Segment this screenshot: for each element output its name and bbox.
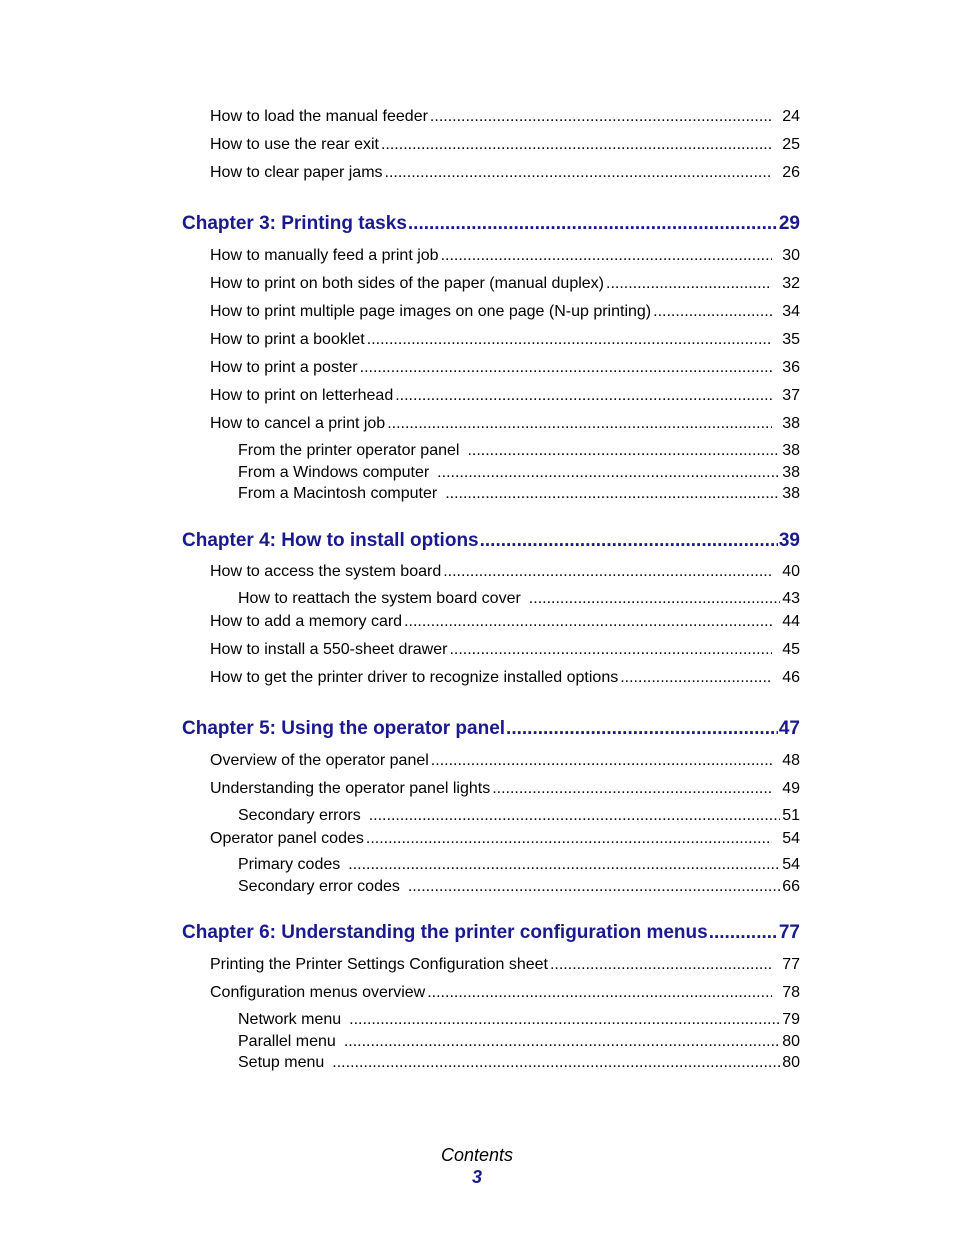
toc-entry-title: How to add a memory card (210, 613, 403, 630)
dot-leader (332, 1052, 780, 1074)
toc-subentry-title: Parallel menu (238, 1033, 336, 1050)
dot-leader (606, 273, 772, 295)
dot-leader (367, 329, 772, 351)
dot-leader (408, 876, 780, 898)
toc-subentry-title: Secondary errors (238, 807, 361, 824)
toc-subentry-page: 38 (782, 442, 800, 459)
chapter-title: Chapter 6: Understanding the printer configuration menus (182, 922, 708, 943)
toc-entry[interactable] (210, 106, 800, 128)
toc-subentry-title: From a Windows computer (238, 464, 430, 481)
toc-entry[interactable] (210, 245, 800, 267)
toc-entry-page: 48 (782, 752, 800, 769)
toc-entry-title: How to clear paper jams (210, 164, 383, 181)
toc-entry-title: How to use the rear exit (210, 136, 379, 153)
toc-subentry-title: Secondary error codes (238, 878, 400, 895)
dot-leader (408, 211, 778, 237)
dot-leader (445, 483, 780, 505)
toc-entry-page: 77 (782, 956, 800, 973)
toc-entry-title: How to manually feed a print job (210, 247, 439, 264)
toc-subentry[interactable] (238, 876, 800, 898)
toc-subentry[interactable] (238, 1009, 800, 1031)
toc-entry-title: How to cancel a print job (210, 415, 386, 432)
toc-subentry-page: 43 (782, 590, 800, 607)
toc-entry-title: How to get the printer driver to recognize installed options (210, 669, 619, 686)
toc-subentry[interactable] (238, 440, 800, 462)
toc-entry[interactable] (210, 162, 800, 184)
toc-entry-page: 26 (782, 164, 800, 181)
dot-leader (385, 162, 772, 184)
toc-entry-title: How to print on both sides of the paper (manual duplex) (210, 275, 605, 292)
dot-leader (369, 805, 780, 827)
toc-entry-page: 37 (782, 387, 800, 404)
toc-subentry-page: 54 (782, 856, 800, 873)
toc-entry[interactable] (210, 750, 800, 772)
toc-entry-page: 25 (782, 136, 800, 153)
toc-subentry-page: 66 (782, 878, 800, 895)
toc-entry[interactable] (210, 413, 800, 435)
toc-entry-title: How to print a booklet (210, 331, 365, 348)
toc-entry-page: 40 (782, 563, 800, 580)
toc-entry-page: 36 (782, 359, 800, 376)
toc-entry[interactable] (210, 357, 800, 379)
dot-leader (620, 667, 772, 689)
toc-entry-title: How to print on letterhead (210, 387, 394, 404)
dot-leader (653, 301, 772, 323)
chapter-heading-4[interactable] (182, 528, 800, 554)
toc-entry[interactable] (210, 667, 800, 689)
toc-subentry-title: Network menu (238, 1011, 342, 1028)
toc-entry[interactable] (210, 778, 800, 800)
chapter-page: 29 (778, 213, 800, 234)
footer-page-number: 3 (471, 1167, 482, 1187)
dot-leader (344, 1031, 780, 1053)
toc-subentry-title: From the printer operator panel (238, 442, 460, 459)
toc-entry[interactable] (210, 385, 800, 407)
toc-subentry-page: 51 (782, 807, 800, 824)
toc-subentry-page: 80 (782, 1054, 800, 1071)
toc-entry-title: How to print multiple page images on one page (N-up printing) (210, 303, 652, 320)
toc-entry-title: Overview of the operator panel (210, 752, 429, 769)
toc-subentry[interactable] (238, 483, 800, 505)
chapter-page: 39 (778, 530, 800, 551)
toc-entry[interactable] (210, 982, 800, 1004)
chapter-page: 47 (778, 718, 800, 739)
toc-subentry-title: From a Macintosh computer (238, 485, 438, 502)
dot-leader (431, 750, 772, 772)
toc-entry[interactable] (210, 301, 800, 323)
toc-subentry[interactable] (238, 462, 800, 484)
dot-leader (441, 245, 772, 267)
toc-entry[interactable] (210, 273, 800, 295)
toc-entry-page: 46 (782, 669, 800, 686)
dot-leader (480, 528, 778, 554)
toc-entry[interactable] (210, 329, 800, 351)
dot-leader (529, 588, 780, 610)
toc-entry[interactable] (210, 954, 800, 976)
toc-entry-page: 34 (782, 303, 800, 320)
toc-subentry[interactable] (238, 1031, 800, 1053)
footer-label: Contents (440, 1145, 514, 1165)
dot-leader (443, 561, 772, 583)
toc-entry-title: Operator panel codes (210, 830, 364, 847)
toc-subentry-title: Primary codes (238, 856, 341, 873)
toc-subentry-page: 38 (782, 464, 800, 481)
toc-subentry-page: 38 (782, 485, 800, 502)
toc-entry-page: 45 (782, 641, 800, 658)
toc-entry-title: Printing the Printer Settings Configuration sheet (210, 956, 548, 973)
chapter-title: Chapter 5: Using the operator panel (182, 718, 506, 739)
dot-leader (709, 920, 778, 946)
toc-subentry[interactable] (238, 1052, 800, 1074)
toc-entry-title: Understanding the operator panel lights (210, 780, 491, 797)
toc-entry-title: How to load the manual feeder (210, 108, 428, 125)
dot-leader (437, 462, 780, 484)
toc-subentry-title: Setup menu (238, 1054, 325, 1071)
dot-leader (404, 611, 772, 633)
toc-entry-page: 35 (782, 331, 800, 348)
toc-subentry[interactable] (238, 588, 800, 610)
chapter-heading-6[interactable] (182, 920, 800, 946)
dot-leader (550, 954, 772, 976)
toc-entry[interactable] (210, 639, 800, 661)
chapter-title: Chapter 3: Printing tasks (182, 213, 407, 234)
toc-subentry[interactable] (238, 854, 800, 876)
toc-subentry-page: 79 (782, 1011, 800, 1028)
chapter-heading-3[interactable] (182, 211, 800, 237)
toc-entry-page: 32 (782, 275, 800, 292)
toc-entry-page: 49 (782, 780, 800, 797)
toc-entry-title: How to install a 550-sheet drawer (210, 641, 448, 658)
dot-leader (381, 134, 772, 156)
toc-subentry-page: 80 (782, 1033, 800, 1050)
toc-entry-page: 54 (782, 830, 800, 847)
chapter-heading-5[interactable] (182, 716, 800, 742)
toc-subentry-title: How to reattach the system board cover (238, 590, 521, 607)
dot-leader (506, 716, 778, 742)
chapter-page: 77 (778, 922, 800, 943)
dot-leader (430, 106, 772, 128)
dot-leader (360, 357, 772, 379)
toc-entry[interactable] (210, 561, 800, 583)
dot-leader (492, 778, 772, 800)
dot-leader (395, 385, 772, 407)
toc-entry[interactable] (210, 828, 800, 850)
dot-leader (349, 1009, 780, 1031)
toc-subentry[interactable] (238, 805, 800, 827)
chapter-title: Chapter 4: How to install options (182, 530, 479, 551)
toc-entry-page: 24 (782, 108, 800, 125)
toc-entry-page: 44 (782, 613, 800, 630)
dot-leader (366, 828, 772, 850)
toc-entry-page: 30 (782, 247, 800, 264)
toc-entry-page: 38 (782, 415, 800, 432)
toc-entry[interactable] (210, 134, 800, 156)
dot-leader (467, 440, 780, 462)
toc-entry-title: Configuration menus overview (210, 984, 426, 1001)
toc-entry-title: How to print a poster (210, 359, 358, 376)
toc-entry-title: How to access the system board (210, 563, 442, 580)
toc-entry[interactable] (210, 611, 800, 633)
dot-leader (348, 854, 780, 876)
dot-leader (449, 639, 772, 661)
dot-leader (427, 982, 772, 1004)
toc-entry-page: 78 (782, 984, 800, 1001)
dot-leader (387, 413, 772, 435)
